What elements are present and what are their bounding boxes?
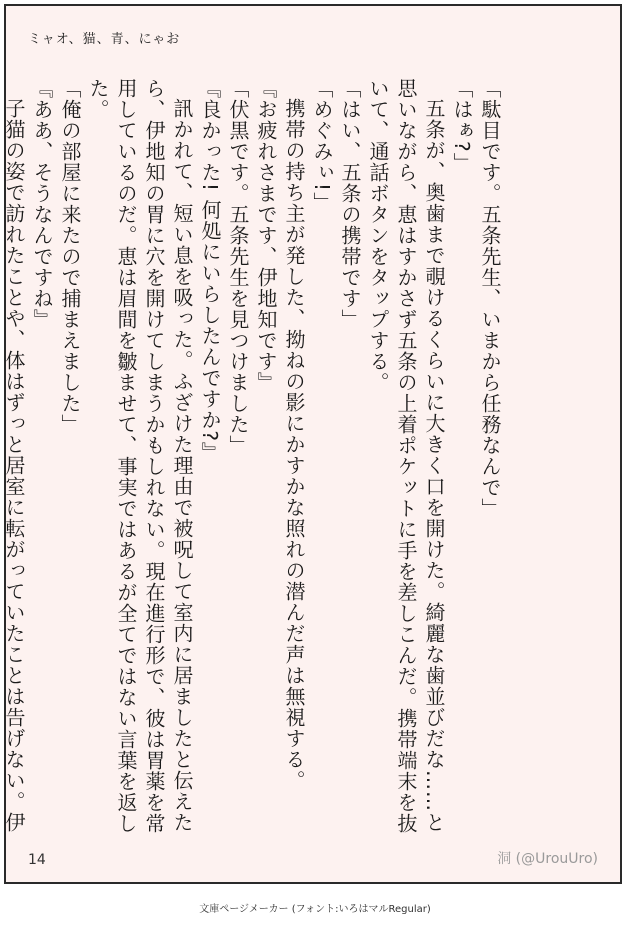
- paragraph: 「俺の部屋に来たので捕まえました」: [58, 78, 82, 435]
- paragraph: 「駄目です。五条先生、いまから任務なんで」: [478, 78, 502, 519]
- vertical-text-body: [2, 78, 504, 844]
- paragraph: 子猫の姿で訪れたことや、体はずっと居室に転がっていたことは告げない。伊: [2, 98, 26, 833]
- book-page: [4, 4, 622, 884]
- paragraph: 訊かれて、短い息を吸った。ふざけた理由で被呪して室内に居ましたと伝えたら、伊地知の胃に穴を開けてしまうかもしれない。現在進行形で、彼は胃薬を常用しているのだ。恵は眉間を皺ませて、事実ではあるが全てではない言葉を返した。: [86, 78, 194, 834]
- generator-credit: 文庫ページメーカー (フォント:いろはマルRegular): [199, 904, 431, 915]
- page-number: 14: [28, 852, 46, 868]
- running-title: ミャオ、猫、青、にゃお: [28, 32, 181, 47]
- paragraph: 携帯の持ち主が発した、拗ねの影にかすかな照れの潜んだ声は無視する。: [282, 98, 306, 791]
- paragraph: 『良かった! 何処にいらしたんですか?』: [198, 78, 222, 463]
- paragraph: 『ああ、そうなんですね』: [30, 78, 54, 330]
- author-credit: 洞 (@UrouUro): [497, 851, 598, 867]
- paragraph: 「伏黒です。五条先生を見つけました」: [226, 78, 250, 456]
- paragraph: 「めぐみぃ!」: [310, 78, 334, 214]
- paragraph: 『お疲れさまです、伊地知です』: [254, 78, 278, 393]
- paragraph: 「はぁ?」: [450, 78, 474, 174]
- paragraph: 五条が、奥歯まで覗けるくらいに大きく口を開けた。綺麗な歯並びだな……と思いながら、恵はすかさず五条の上着ポケットに手を差しこんだ。携帯端末を抜いて、通話ボタンをタップする。: [366, 78, 446, 834]
- paragraph: 「はい、五条の携帯です」: [338, 78, 362, 330]
